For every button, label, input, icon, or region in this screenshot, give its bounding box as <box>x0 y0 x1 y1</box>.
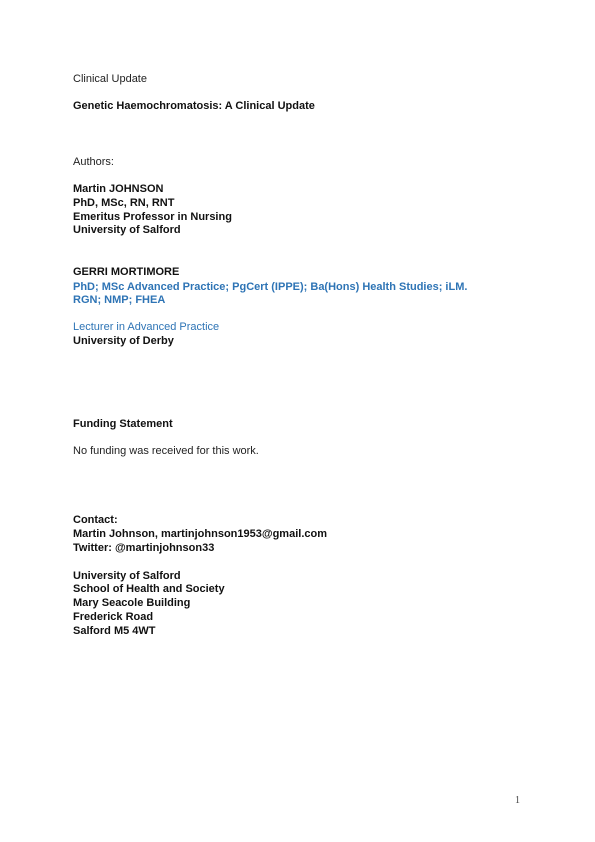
author-qualifications: PhD; MSc Advanced Practice; PgCert (IPPE); Ba(Hons) Health Studies; iLM. <box>73 281 468 293</box>
author-name: Martin JOHNSON <box>73 183 164 195</box>
document-title: Genetic Haemochromatosis: A Clinical Update <box>73 100 315 112</box>
author-qualifications: PhD, MSc, RN, RNT <box>73 197 175 209</box>
author-role: Lecturer in Advanced Practice <box>73 321 220 333</box>
contact-name-email: Martin Johnson, martinjohnson1953@gmail.com <box>73 528 327 540</box>
address-line: Mary Seacole Building <box>73 597 191 609</box>
contact-heading: Contact: <box>73 514 118 526</box>
funding-text: No funding was received for this work. <box>73 445 259 457</box>
address-line: Salford M5 4WT <box>73 625 156 637</box>
author-role: Emeritus Professor in Nursing <box>73 211 232 223</box>
address-line: Frederick Road <box>73 611 154 623</box>
author-institution: University of Salford <box>73 224 181 236</box>
contact-twitter: Twitter: @martinjohnson33 <box>73 542 215 554</box>
page-number: 1 <box>515 795 520 806</box>
funding-heading: Funding Statement <box>73 418 173 430</box>
address-line: School of Health and Society <box>73 583 225 595</box>
author-institution: University of Derby <box>73 335 174 347</box>
author-name: GERRI MORTIMORE <box>73 266 180 278</box>
author-qualifications-continued: RGN; NMP; FHEA <box>73 294 166 306</box>
authors-heading: Authors: <box>73 156 114 168</box>
section-label: Clinical Update <box>73 73 147 85</box>
address-line: University of Salford <box>73 570 181 582</box>
